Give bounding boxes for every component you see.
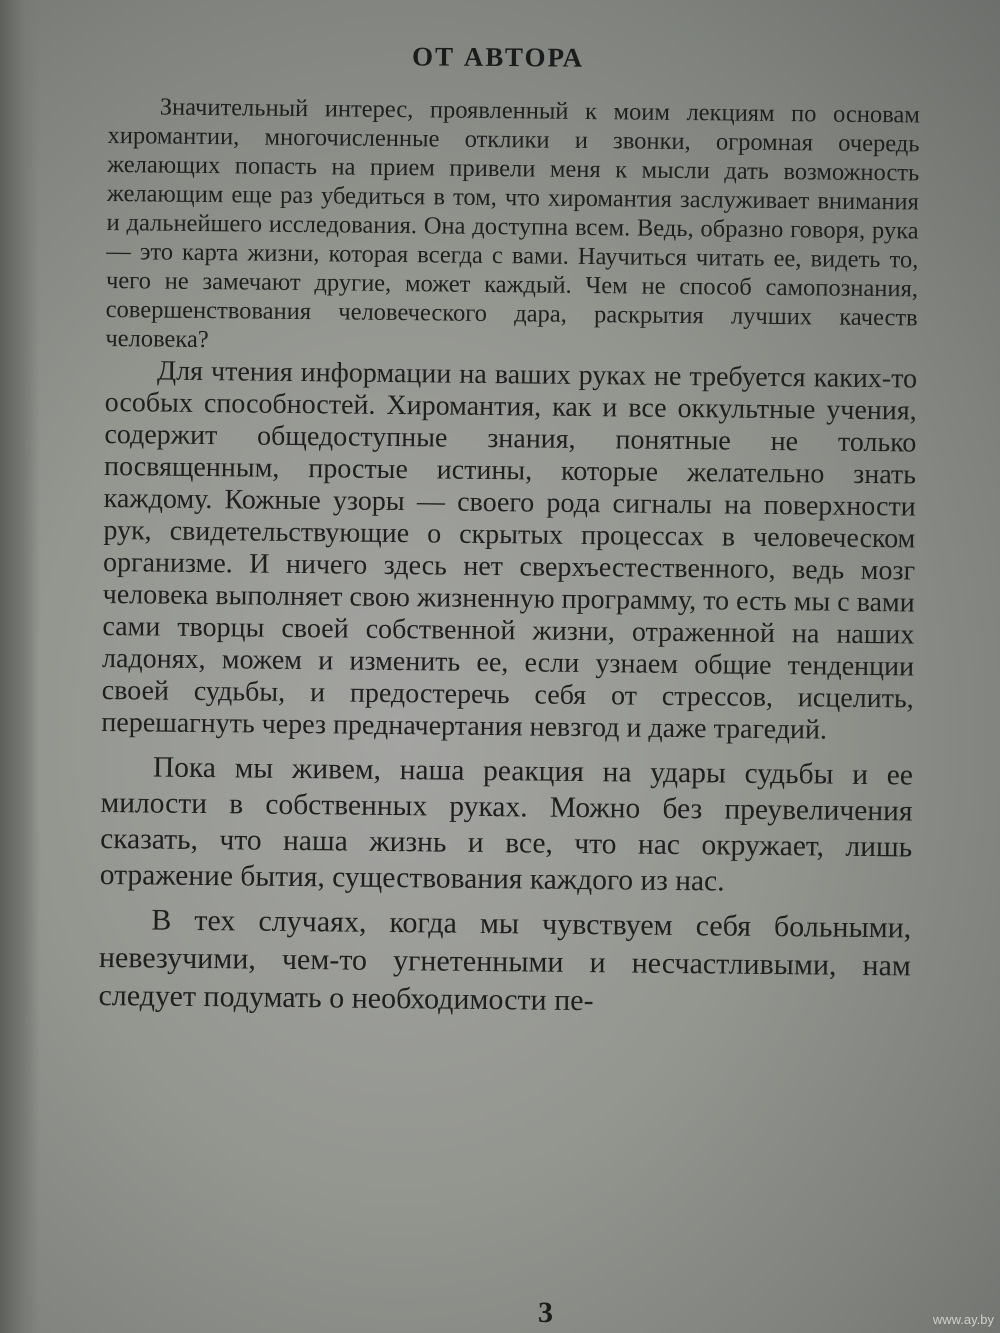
paragraph-2: Для чтения информации на ваших руках не требуется каких-то особых способностей. Хиромантия, как и все оккультные учения, содержит общедоступные знания, понятные не только посвященным, простые истины, которые желательно знать каждому. Кожные узоры — своего рода сигналы на поверхности рук, свидетельствующие о скрытых процессах в человеческом организме. И ничего здесь нет сверхъестественного, ведь мозг человека выполняет свою жизненную программу, то есть мы с вами сами творцы своей собственной жизни, отраженной на наших ладонях, можем и изменить ее, если узнаем общие тенденции своей судьбы, и предостеречь себя от стрессов, исцелить, перешагнуть через предначертания невзгод и даже трагедий.: [101, 355, 918, 746]
page-title: ОТ АВТОРА: [411, 41, 585, 73]
paragraph-3: Пока мы живем, наша реакция на удары судьбы и ее милости в собственных руках. Можно без преувеличения сказать, что наша жизнь и все, что нас окружает, лишь отражение бытия, существования каждого из нас.: [99, 751, 914, 898]
paragraph-1: Значительный интерес, проявленный к моим лекциям по основам хиромантии, многочисленные отклики и звонки, огромная очередь желающих попасть на прием привели меня к мысли дать возможность желающим еще раз убедиться в том, что хиромантия заслуживает внимания и дальнейшего исследования. Она доступна всем. Ведь, образно говоря, рука — это карта жизни, которая всегда с вами. Научиться читать ее, видеть то, чего не замечают другие, может каждый. Чем не способ самопознания, совершенствования человеческого дара, раскрытия лучших качеств человека?: [105, 93, 920, 354]
paragraph-4: В тех случаях, когда мы чувствуем себя больными, невезучими, чем-то угнетенными и несчастливыми, нам следует подумать о необходимости пе-: [98, 903, 912, 1018]
page-number: 3: [538, 1296, 553, 1329]
watermark: www.ay.by: [932, 1312, 994, 1327]
body-text: [98, 92, 920, 1023]
book-spine-shadow: [0, 0, 40, 1333]
